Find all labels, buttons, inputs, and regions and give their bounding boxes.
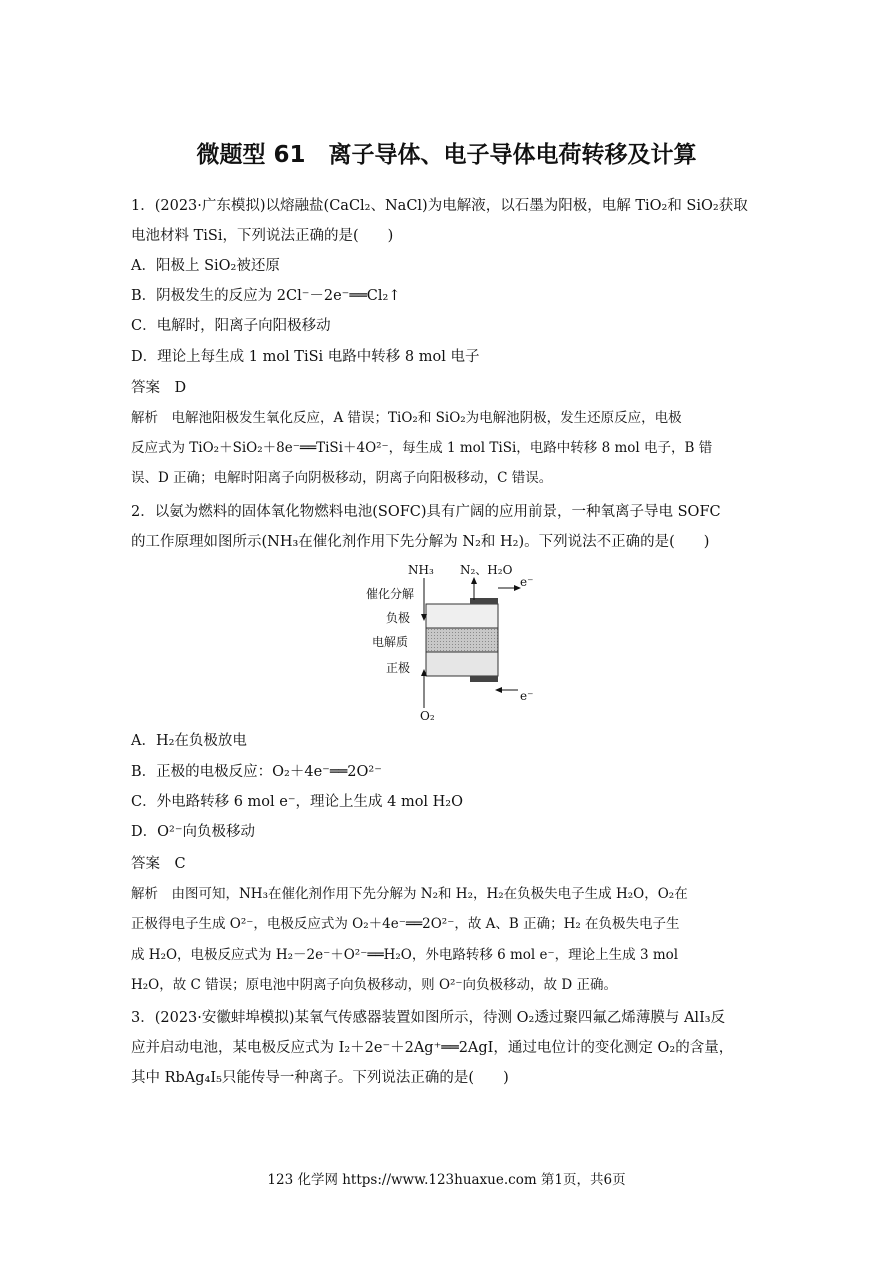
- nh3-label: NH₃: [408, 563, 434, 577]
- q2-option-c: C．外电路转移 6 mol e⁻，理论上生成 4 mol H₂O: [131, 794, 464, 810]
- bottom-contact: [470, 676, 498, 682]
- q2-option-b: B．正极的电极反应：O₂＋4e⁻══2O²⁻: [131, 764, 382, 780]
- q2-line-1: 2．以氨为燃料的固体氧化物燃料电池(SOFC)具有广阔的应用前景，一种氧离子导电 SOFC: [131, 504, 721, 520]
- q1-line-2: 电池材料 TiSi，下列说法正确的是( ): [131, 228, 394, 244]
- products-label: N₂、H₂O: [460, 563, 513, 577]
- q1-option-c: C．电解时，阳离子向阳极移动: [131, 318, 331, 334]
- q1-line-1: 1．(2023·广东模拟)以熔融盐(CaCl₂、NaCl)为电解液，以石墨为阳极，电解 TiO₂和 SiO₂获取: [131, 198, 748, 214]
- q1-analysis-3: 误、D 正确；电解时阳离子向阴极移动，阴离子向阳极移动，C 错误。: [131, 470, 553, 486]
- o2-label: O₂: [420, 709, 435, 723]
- q2-line-2: 的工作原理如图所示(NH₃在催化剂作用下先分解为 N₂和 H₂)。下列说法不正确的是( ): [131, 534, 710, 550]
- cathode-layer: [426, 652, 498, 676]
- q1-analysis-1: 解析 电解池阳极发生氧化反应，A 错误；TiO₂和 SiO₂为电解池阴极，发生还原反应，电极: [131, 410, 682, 426]
- catalyst-label: 催化分解: [366, 587, 415, 601]
- q1-answer: 答案 D: [131, 380, 187, 396]
- q2-option-d: D．O²⁻向负极移动: [131, 824, 255, 840]
- electrolyte-layer: [426, 628, 498, 652]
- q1-analysis-2: 反应式为 TiO₂＋SiO₂＋8e⁻══TiSi＋4O²⁻，每生成 1 mol TiSi，电路中转移 8 mol 电子，B 错: [131, 440, 713, 456]
- page-title: 微题型 61 离子导体、电子导体电荷转移及计算: [196, 142, 697, 168]
- electron-bottom-label: e⁻: [520, 689, 534, 703]
- cathode-label: 正极: [386, 661, 411, 675]
- q3-line-1: 3．(2023·安徽蚌埠模拟)某氧气传感器装置如图所示，待测 O₂透过聚四氟乙烯薄膜与 AlI₃反: [131, 1010, 726, 1026]
- q3-line-3: 其中 RbAg₄I₅只能传导一种离子。下列说法正确的是( ): [131, 1070, 509, 1086]
- anode-layer: [426, 604, 498, 628]
- q2-analysis-1: 解析 由图可知，NH₃在催化剂作用下先分解为 N₂和 H₂，H₂在负极失电子生成 H₂O，O₂在: [131, 886, 688, 902]
- sofc-diagram: [362, 560, 542, 728]
- anode-label: 负极: [386, 611, 411, 625]
- q2-option-a: A．H₂在负极放电: [131, 733, 247, 749]
- q3-line-2: 应并启动电池，某电极反应式为 I₂＋2e⁻＋2Ag⁺══2AgI，通过电位计的变化测定 O₂的含量，: [131, 1040, 734, 1056]
- q2-analysis-3: 成 H₂O，电极反应式为 H₂－2e⁻＋O²⁻══H₂O，外电路转移 6 mol e⁻，理论上生成 3 mol: [131, 947, 679, 963]
- q1-option-d: D．理论上每生成 1 mol TiSi 电路中转移 8 mol 电子: [131, 349, 480, 365]
- electrolyte-label: 电解质: [372, 635, 409, 649]
- q1-option-b: B．阴极发生的反应为 2Cl⁻－2e⁻══Cl₂↑: [131, 288, 401, 304]
- q1-option-a: A．阳极上 SiO₂被还原: [131, 258, 280, 274]
- q2-analysis-4: H₂O，故 C 错误；原电池中阴离子向负极移动，则 O²⁻向负极移动，故 D 正确。: [131, 977, 617, 993]
- q2-analysis-2: 正极得电子生成 O²⁻，电极反应式为 O₂＋4e⁻══2O²⁻，故 A、B 正确；H₂ 在负极失电子生: [131, 916, 680, 932]
- q2-answer: 答案 C: [131, 856, 186, 872]
- page-footer: 123 化学网 https://www.123huaxue.com 第1页，共6页: [267, 1172, 626, 1188]
- electron-top-label: e⁻: [520, 575, 534, 589]
